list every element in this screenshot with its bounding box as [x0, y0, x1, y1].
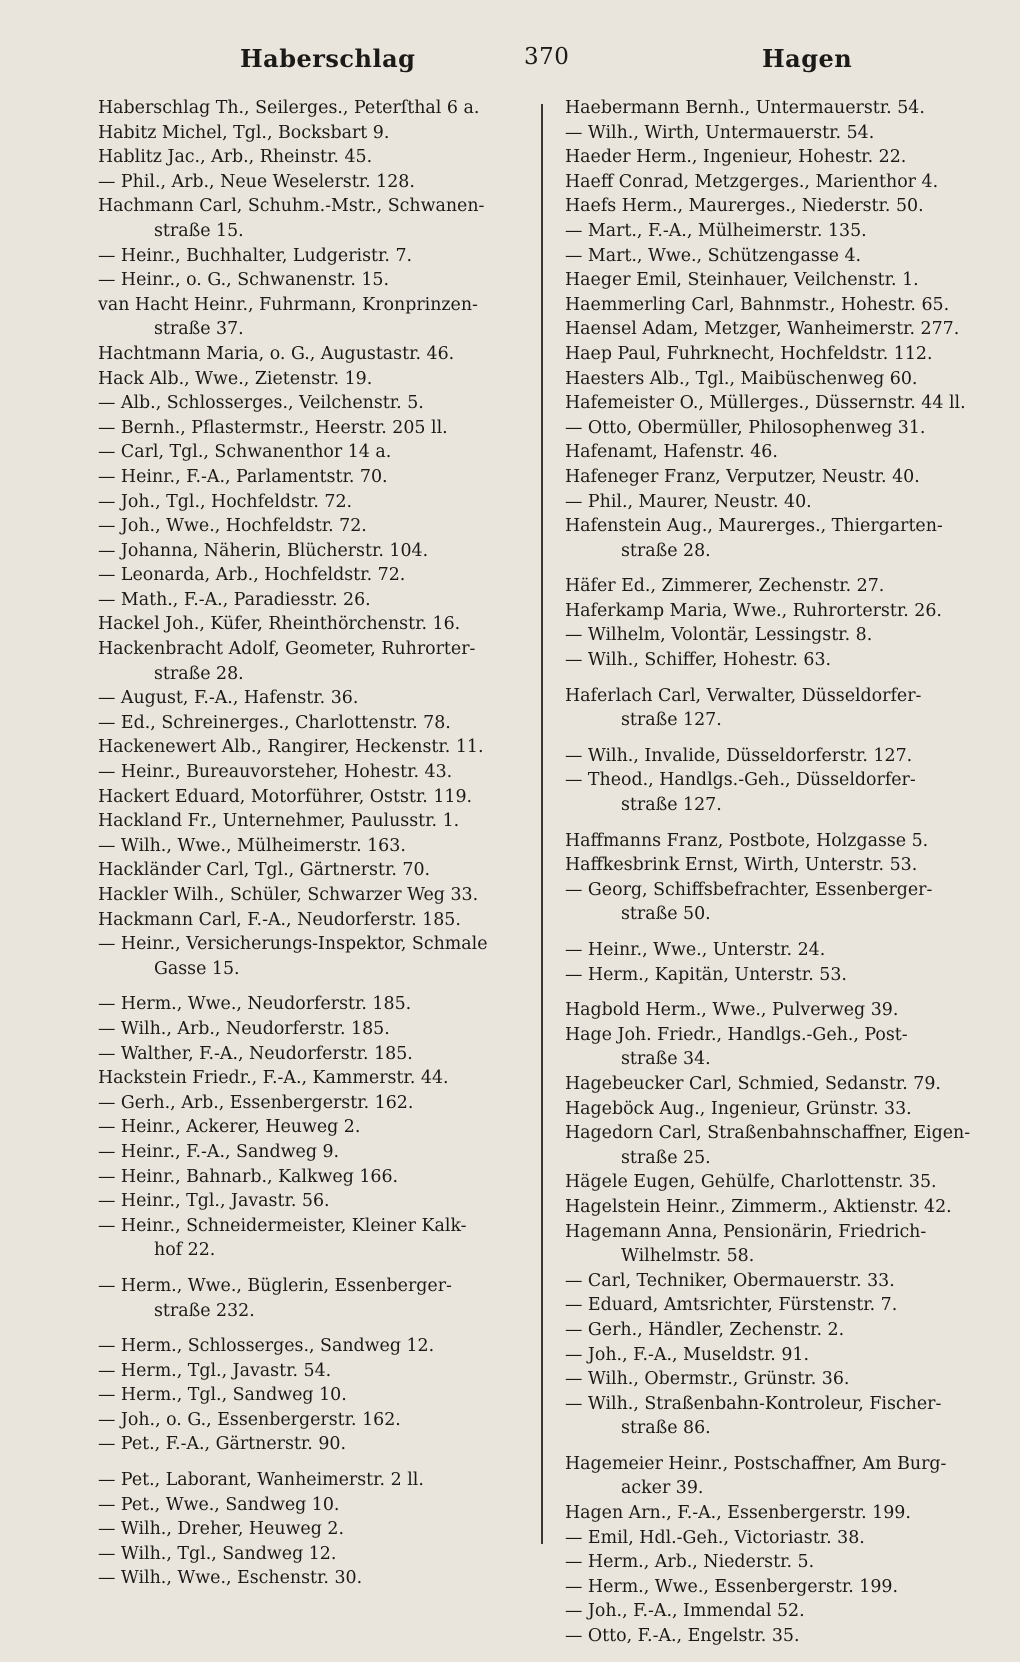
directory-entry-line: Haemmerling Carl, Bahnmstr., Hohestr. 65. — [565, 294, 950, 315]
directory-entry-line: — Wilh., Wwe., Eschenstr. 30. — [98, 1568, 363, 1589]
directory-entry-line: — Herm., Schlosserges., Sandweg 12. — [98, 1336, 435, 1357]
directory-entry-line: — Herm., Wwe., Neudorferstr. 185. — [98, 994, 412, 1015]
directory-entry-line: — Gerh., Arb., Essenbergerstr. 162. — [98, 1092, 414, 1113]
directory-entry-line: straße 232. — [154, 1300, 255, 1321]
directory-entry-line: — Gerh., Händler, Zechenstr. 2. — [565, 1319, 845, 1340]
directory-entry-line: — Bernh., Pflastermstr., Heerstr. 205 ll. — [98, 417, 448, 438]
directory-entry-line: — Wilh., Obermstr., Grünstr. 36. — [565, 1369, 850, 1390]
directory-entry-line: straße 127. — [621, 795, 722, 816]
directory-entry-line: straße 28. — [621, 540, 711, 561]
directory-entry-line: Hachmann Carl, Schuhm.-Mstr., Schwanen- — [98, 196, 485, 217]
directory-entry-line: — Mart., F.-A., Mülheimerstr. 135. — [565, 220, 867, 241]
directory-entry-line: — Mart., Wwe., Schützengasse 4. — [565, 245, 862, 266]
directory-entry-line: — Joh., o. G., Essenbergerstr. 162. — [98, 1409, 401, 1430]
directory-entry-line: Haeger Emil, Steinhauer, Veilchenstr. 1. — [565, 270, 919, 291]
page-header — [0, 44, 1020, 84]
directory-entry-line: — Carl, Tgl., Schwanenthor 14 a. — [98, 442, 392, 463]
directory-entry-line: Haensel Adam, Metzger, Wanheimerstr. 277. — [565, 319, 960, 340]
directory-entry-line: Hafeneger Franz, Verputzer, Neustr. 40. — [565, 466, 920, 487]
directory-entry-line: — Wilh., Dreher, Heuweg 2. — [98, 1519, 344, 1540]
directory-entry-line: — Heinr., Buchhalter, Ludgeristr. 7. — [98, 245, 413, 266]
directory-entry-line: — August, F.-A., Hafenstr. 36. — [98, 688, 359, 709]
directory-entry-line: — Wilh., Straßenbahn-Kontroleur, Fischer- — [565, 1393, 942, 1414]
directory-entry-line: Haefs Herm., Maurerges., Niederstr. 50. — [565, 196, 924, 217]
directory-entry-line: — Heinr., F.-A., Sandweg 9. — [98, 1141, 340, 1162]
directory-entry-line: — Phil., Arb., Neue Weselerstr. 128. — [98, 171, 415, 192]
directory-entry-line: acker 39. — [621, 1478, 704, 1499]
directory-entry-line: Hackenbracht Adolf, Geometer, Ruhrorter- — [98, 639, 476, 660]
directory-entry-line: — Wilh., Tgl., Sandweg 12. — [98, 1543, 337, 1564]
directory-entry-line: — Johanna, Näherin, Blücherstr. 104. — [98, 540, 429, 561]
directory-entry-line: Haffmanns Franz, Postbote, Holzgasse 5. — [565, 830, 929, 851]
directory-entry-line: — Heinr., Tgl., Javastr. 56. — [98, 1191, 330, 1212]
directory-entry-line: Hagbold Herm., Wwe., Pulverweg 39. — [565, 1000, 899, 1021]
directory-entry-line: Hackländer Carl, Tgl., Gärtnerstr. 70. — [98, 860, 431, 881]
directory-entry-line: Hagedorn Carl, Straßenbahnschaffner, Eigen- — [565, 1123, 971, 1144]
directory-entry-line: — Georg, Schiffsbefrachter, Essenberger- — [565, 879, 933, 900]
directory-entry-line: straße 15. — [154, 220, 244, 241]
directory-entry-line: Haeff Conrad, Metzgerges., Marienthor 4. — [565, 171, 939, 192]
directory-entry-line: Hagemann Anna, Pensionärin, Friedrich- — [565, 1221, 927, 1242]
right-column — [565, 96, 995, 1649]
directory-entry-line: straße 50. — [621, 904, 711, 925]
directory-entry-line: Hage Joh. Friedr., Handlgs.-Geh., Post- — [565, 1024, 908, 1045]
directory-entry-line: Haffkesbrink Ernst, Wirth, Unterstr. 53. — [565, 855, 918, 876]
directory-entry-line: — Herm., Wwe., Essenbergerstr. 199. — [565, 1576, 899, 1597]
directory-entry-line: — Pet., Wwe., Sandweg 10. — [98, 1494, 340, 1515]
directory-entry-line: — Emil, Hdl.-Geh., Victoriastr. 38. — [565, 1527, 865, 1548]
directory-entry-line: — Joh., F.-A., Museldstr. 91. — [565, 1344, 809, 1365]
directory-entry-line: Hackel Joh., Küfer, Rheinthörchenstr. 16. — [98, 614, 461, 635]
directory-entry-line: — Herm., Tgl., Sandweg 10. — [98, 1385, 347, 1406]
directory-entry-line: — Wilh., Wirth, Untermauerstr. 54. — [565, 122, 875, 143]
directory-entry-line: — Otto, F.-A., Engelstr. 35. — [565, 1626, 800, 1647]
directory-entry-line: — Pet., Laborant, Wanheimerstr. 2 ll. — [98, 1470, 424, 1491]
directory-entry-line: — Alb., Schlosserges., Veilchenstr. 5. — [98, 393, 424, 414]
directory-entry-line: Hagemeier Heinr., Postschaffner, Am Burg- — [565, 1453, 947, 1474]
directory-entry-line: — Joh., Tgl., Hochfeldstr. 72. — [98, 491, 353, 512]
directory-entry-line: — Leonarda, Arb., Hochfeldstr. 72. — [98, 565, 406, 586]
directory-entry-line: Haeder Herm., Ingenieur, Hohestr. 22. — [565, 147, 907, 168]
directory-entry-line: — Wilh., Arb., Neudorferstr. 185. — [98, 1018, 390, 1039]
directory-entry-line: Häfer Ed., Zimmerer, Zechenstr. 27. — [565, 576, 885, 597]
directory-entry-line: Hafemeister O., Müllerges., Düssernstr. 44 ll. — [565, 393, 966, 414]
directory-entry-line: Haesters Alb., Tgl., Maibüschenweg 60. — [565, 368, 918, 389]
directory-entry-line: — Heinr., Wwe., Unterstr. 24. — [565, 940, 826, 960]
directory-entry-line: — Herm., Tgl., Javastr. 54. — [98, 1360, 332, 1381]
header-left-keyword: Haberschlag — [240, 44, 416, 73]
directory-entry-line: hof 22. — [154, 1240, 216, 1261]
directory-entry-line: Gasse 15. — [154, 958, 240, 979]
directory-entry-line: Haebermann Bernh., Untermauerstr. 54. — [565, 98, 925, 118]
directory-entry-line: Hack Alb., Wwe., Zietenstr. 19. — [98, 368, 373, 389]
directory-entry-line: Hagelstein Heinr., Zimmerm., Aktienstr. 42. — [565, 1196, 952, 1217]
directory-entry-line: — Pet., F.-A., Gärtnerstr. 90. — [98, 1434, 347, 1455]
directory-entry-line: — Wilhelm, Volontär, Lessingstr. 8. — [565, 625, 873, 646]
directory-entry-line: Haferkamp Maria, Wwe., Ruhrorterstr. 26. — [565, 600, 942, 621]
directory-entry-line: straße 127. — [621, 710, 722, 731]
directory-entry-line: Hackstein Friedr., F.-A., Kammerstr. 44. — [98, 1068, 449, 1089]
directory-entry-line: — Joh., F.-A., Immendal 52. — [565, 1601, 805, 1622]
page-number: 370 — [524, 44, 570, 70]
directory-entry-line: Hackler Wilh., Schüler, Schwarzer Weg 33. — [98, 885, 479, 905]
directory-entry-line: — Phil., Maurer, Neustr. 40. — [565, 491, 812, 512]
directory-entry-line: — Walther, F.-A., Neudorferstr. 185. — [98, 1043, 413, 1064]
directory-entry-line: straße 28. — [154, 663, 244, 684]
directory-entry-line: — Wilh., Wwe., Mülheimerstr. 163. — [98, 835, 406, 856]
directory-entry-line: Hagen Arn., F.-A., Essenbergerstr. 199. — [565, 1503, 911, 1524]
directory-entry-line: Hackert Eduard, Motorführer, Oststr. 119. — [98, 786, 473, 807]
directory-entry-line: Hägele Eugen, Gehülfe, Charlottenstr. 35. — [565, 1172, 937, 1193]
directory-entry-line: — Herm., Arb., Niederstr. 5. — [565, 1552, 815, 1573]
directory-entry-line: — Math., F.-A., Paradiesstr. 26. — [98, 589, 371, 610]
directory-entry-line: straße 25. — [621, 1147, 711, 1168]
directory-entry-line: — Wilh., Invalide, Düsseldorferstr. 127. — [565, 745, 913, 766]
directory-entry-line: straße 34. — [621, 1049, 711, 1070]
directory-entry-line: — Wilh., Schiffer, Hohestr. 63. — [565, 650, 832, 671]
directory-entry-line: Hablitz Jac., Arb., Rheinstr. 45. — [98, 147, 373, 168]
directory-entry-line: Hafenstein Aug., Maurerges., Thiergarten- — [565, 516, 943, 537]
directory-entry-line: — Herm., Wwe., Büglerin, Essenberger- — [98, 1275, 452, 1296]
directory-entry-line: straße 37. — [154, 319, 244, 340]
directory-entry-line: — Eduard, Amtsrichter, Fürstenstr. 7. — [565, 1295, 898, 1316]
directory-entry-line: — Heinr., Schneidermeister, Kleiner Kalk- — [98, 1215, 467, 1236]
directory-entry-line: Haferlach Carl, Verwalter, Düsseldorfer- — [565, 685, 922, 706]
directory-entry-line: Wilhelmstr. 58. — [621, 1246, 755, 1267]
directory-entry-line: — Ed., Schreinerges., Charlottenstr. 78. — [98, 712, 451, 733]
directory-entry-line: — Herm., Kapitän, Unterstr. 53. — [565, 964, 847, 985]
directory-entry-line: — Carl, Techniker, Obermauerstr. 33. — [565, 1270, 895, 1291]
directory-entry-line: Haberschlag Th., Seilerges., Peterſthal 6 a. — [98, 98, 480, 118]
directory-entry-line: — Heinr., F.-A., Parlamentstr. 70. — [98, 466, 388, 487]
header-right-keyword: Hagen — [762, 44, 853, 73]
directory-entry-line: Hackenewert Alb., Rangirer, Heckenstr. 11. — [98, 737, 484, 758]
left-column — [98, 96, 528, 1591]
directory-entry-line: Hagebeucker Carl, Schmied, Sedanstr. 79. — [565, 1073, 941, 1094]
directory-entry-line: Hackmann Carl, F.-A., Neudorferstr. 185. — [98, 909, 461, 930]
directory-entry-line: — Heinr., Bahnarb., Kalkweg 166. — [98, 1166, 399, 1187]
directory-entry-line: — Heinr., Versicherungs-Inspektor, Schmale — [98, 934, 488, 955]
directory-entry-line: — Heinr., Bureauvorsteher, Hohestr. 43. — [98, 762, 453, 783]
column-divider — [541, 104, 543, 1544]
directory-entry-line: Hafenamt, Hafenstr. 46. — [565, 442, 778, 463]
directory-entry-line: Habitz Michel, Tgl., Bocksbart 9. — [98, 122, 390, 143]
directory-entry-line: Hageböck Aug., Ingenieur, Grünstr. 33. — [565, 1098, 912, 1119]
directory-entry-line: — Theod., Handlgs.-Geh., Düsseldorfer- — [565, 770, 916, 791]
directory-entry-line: Hackland Fr., Unternehmer, Paulusstr. 1. — [98, 811, 460, 832]
directory-entry-line: — Heinr., Ackerer, Heuweg 2. — [98, 1117, 361, 1138]
directory-entry-line: van Hacht Heinr., Fuhrmann, Kronprinzen- — [98, 294, 478, 315]
directory-entry-line: — Joh., Wwe., Hochfeldstr. 72. — [98, 516, 367, 537]
directory-entry-line: Haep Paul, Fuhrknecht, Hochfeldstr. 112. — [565, 343, 933, 364]
directory-entry-line: — Heinr., o. G., Schwanenstr. 15. — [98, 270, 390, 291]
directory-entry-line: — Otto, Obermüller, Philosophenweg 31. — [565, 417, 926, 438]
directory-entry-line: straße 86. — [621, 1418, 711, 1439]
directory-entry-line: Hachtmann Maria, o. G., Augustastr. 46. — [98, 343, 455, 364]
